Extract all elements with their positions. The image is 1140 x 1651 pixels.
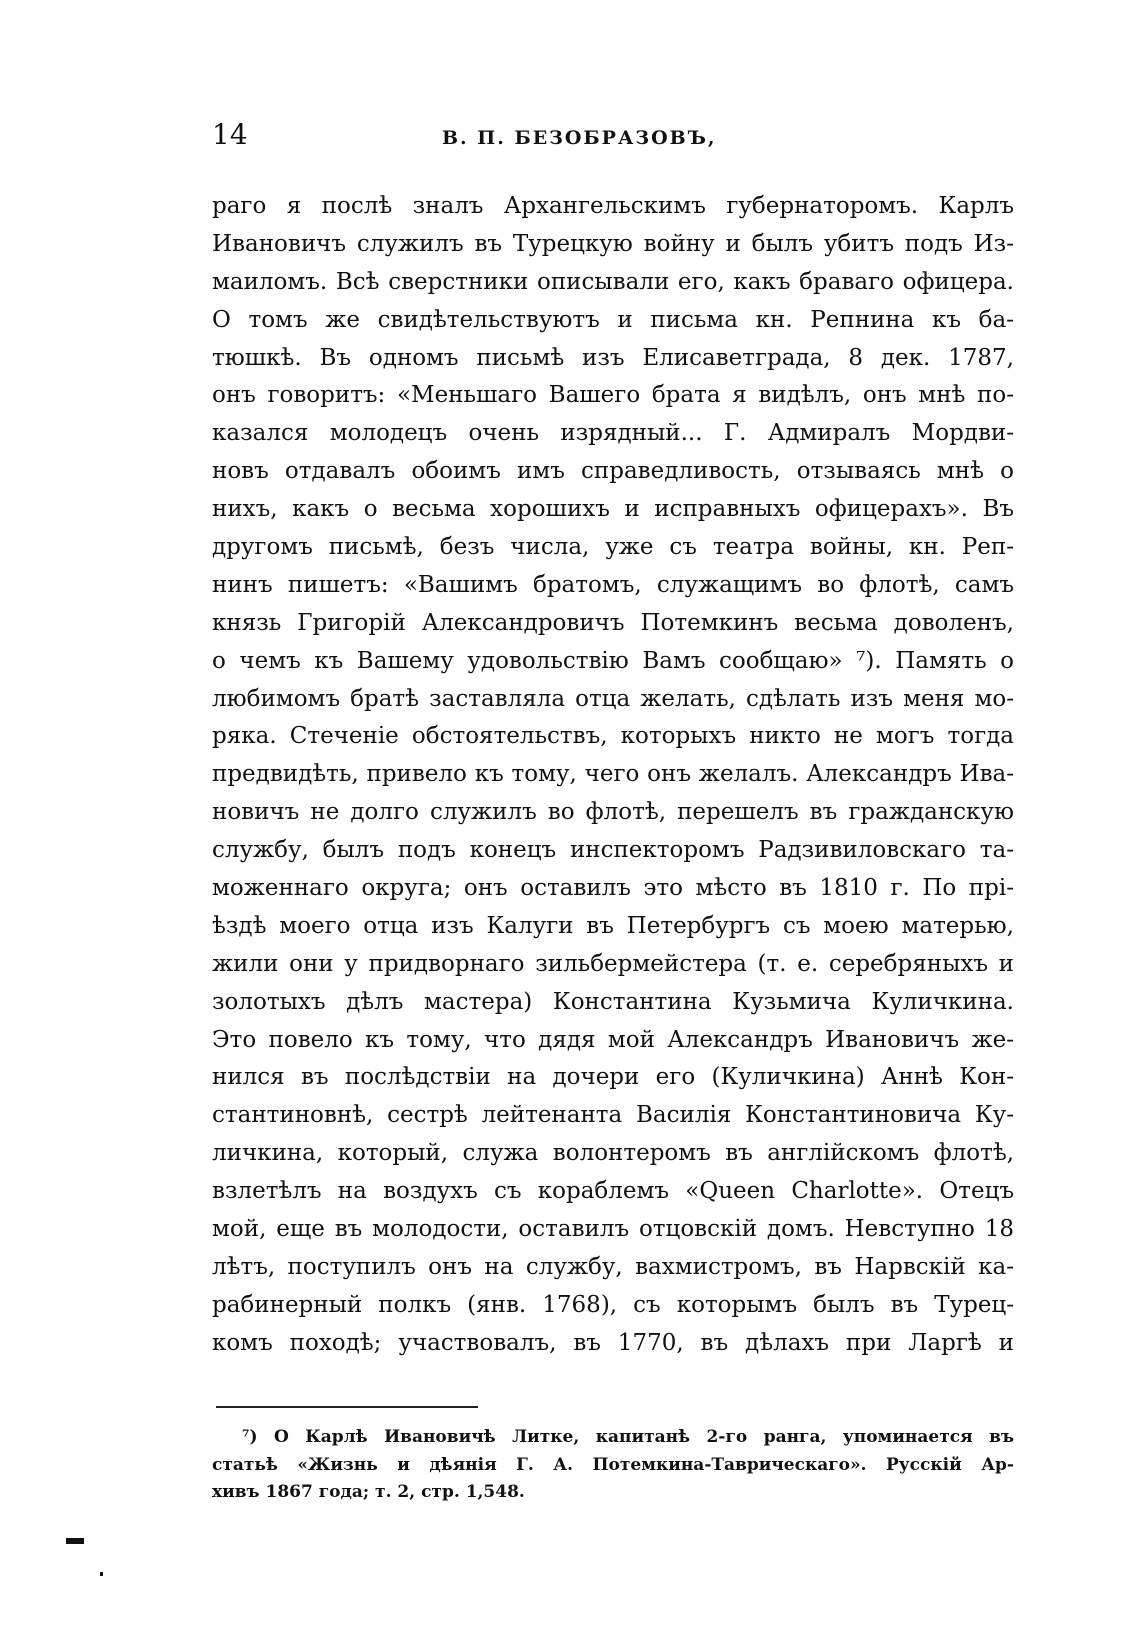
body-line: казался молодецъ очень изрядный... Г. Адмиралъ Мордви-: [212, 420, 1014, 447]
body-line: моженнаго округа; онъ оставилъ это мѣсто въ 1810 г. По прі-: [212, 875, 1014, 902]
body-line: жили они у придворнаго зильбермейстера (т. е. серебряныхъ и: [212, 950, 1014, 977]
body-line: ѣздѣ моего отца изъ Калуги въ Петербургъ съ моею матерью,: [212, 912, 1014, 939]
body-line: Ивановичъ служилъ въ Турецкую войну и былъ убитъ подъ Из-: [212, 230, 1014, 257]
scan-mark: [66, 1538, 84, 1544]
body-line: князь Григорій Александровичъ Потемкинъ весьма доволенъ,: [212, 609, 1014, 636]
footnote-line: ⁷) О Карлѣ Ивановичѣ Литке, капитанѣ 2-го ранга, упоминается въ: [242, 1427, 1014, 1447]
body-line: золотыхъ дѣлъ мастера) Константина Кузьмича Куличкина.: [212, 988, 1014, 1015]
footnote-divider: [216, 1406, 478, 1408]
body-line: тюшкѣ. Въ одномъ письмѣ изъ Елисаветграда, 8 дек. 1787,: [212, 344, 1014, 371]
body-line: нинъ пишетъ: «Вашимъ братомъ, служащимъ во флотѣ, самъ: [212, 571, 1014, 598]
body-line: нихъ, какъ о весьма хорошихъ и исправныхъ офицерахъ». Въ: [212, 496, 1014, 523]
body-line: маиломъ. Всѣ сверстники описывали его, какъ браваго офицера.: [212, 268, 1014, 295]
body-line: службу, былъ подъ конецъ инспекторомъ Радзивиловскаго та-: [212, 837, 1014, 864]
body-line: любимомъ братѣ заставляла отца желать, сдѣлать изъ меня мо-: [212, 685, 1014, 712]
body-line: рабинерный полкъ (янв. 1768), съ которымъ былъ въ Турец-: [212, 1291, 1014, 1318]
footnote-line: статьѣ «Жизнь и дѣянія Г. А. Потемкина-Таврическаго». Русскій Ар-: [212, 1454, 1014, 1475]
body-line: о чемъ къ Вашему удовольствію Вамъ сообщаю» ⁷). Память о: [212, 647, 1014, 674]
body-line: О томъ же свидѣтельствуютъ и письма кн. Репнина къ ба-: [212, 306, 1014, 333]
scan-mark: [100, 1572, 103, 1576]
body-text: [212, 188, 1014, 1363]
body-line: Это повело къ тому, что дядя мой Александръ Ивановичъ же-: [212, 1026, 1014, 1053]
body-line: предвидѣть, привело къ тому, чего онъ желалъ. Александръ Ива-: [212, 761, 1014, 788]
running-title: В. П. БЕЗОБРАЗОВЪ,: [442, 127, 717, 149]
body-line: мой, еще въ молодости, оставилъ отцовскій домъ. Невступно 18: [212, 1216, 1014, 1243]
body-line: другомъ письмѣ, безъ числа, уже съ театра войны, кн. Реп-: [212, 534, 1014, 561]
body-line: комъ походѣ; участвовалъ, въ 1770, въ дѣлахъ при Ларгѣ и: [212, 1329, 1014, 1356]
body-line: новъ отдавалъ обоимъ имъ справедливость, отзываясь мнѣ о: [212, 458, 1014, 485]
body-line: стантиновнѣ, сестрѣ лейтенанта Василія Константиновича Ку-: [212, 1102, 1014, 1129]
body-line: онъ говоритъ: «Меньшаго Вашего брата я видѣлъ, онъ мнѣ по-: [212, 382, 1014, 409]
body-line: нился въ послѣдствіи на дочери его (Куличкина) Аннѣ Кон-: [212, 1064, 1014, 1091]
body-line: ряка. Стеченіе обстоятельствъ, которыхъ никто не могъ тогда: [212, 723, 1014, 750]
body-line: лѣтъ, поступилъ онъ на службу, вахмистромъ, въ Нарвскій ка-: [212, 1253, 1014, 1280]
footnote-line: хивъ 1867 года; т. 2, стр. 1,548.: [212, 1482, 525, 1502]
page-number: 14: [212, 118, 248, 151]
body-line: личкина, который, служа волонтеромъ въ англійскомъ флотѣ,: [212, 1140, 1014, 1167]
body-line: раго я послѣ зналъ Архангельскимъ губернаторомъ. Карлъ: [212, 193, 1014, 219]
body-line: новичъ не долго служилъ во флотѣ, перешелъ въ гражданскую: [212, 799, 1014, 826]
body-line: взлетѣлъ на воздухъ съ кораблемъ «Queen Charlotte». Отецъ: [212, 1178, 1014, 1205]
footnote: [212, 1424, 1014, 1507]
